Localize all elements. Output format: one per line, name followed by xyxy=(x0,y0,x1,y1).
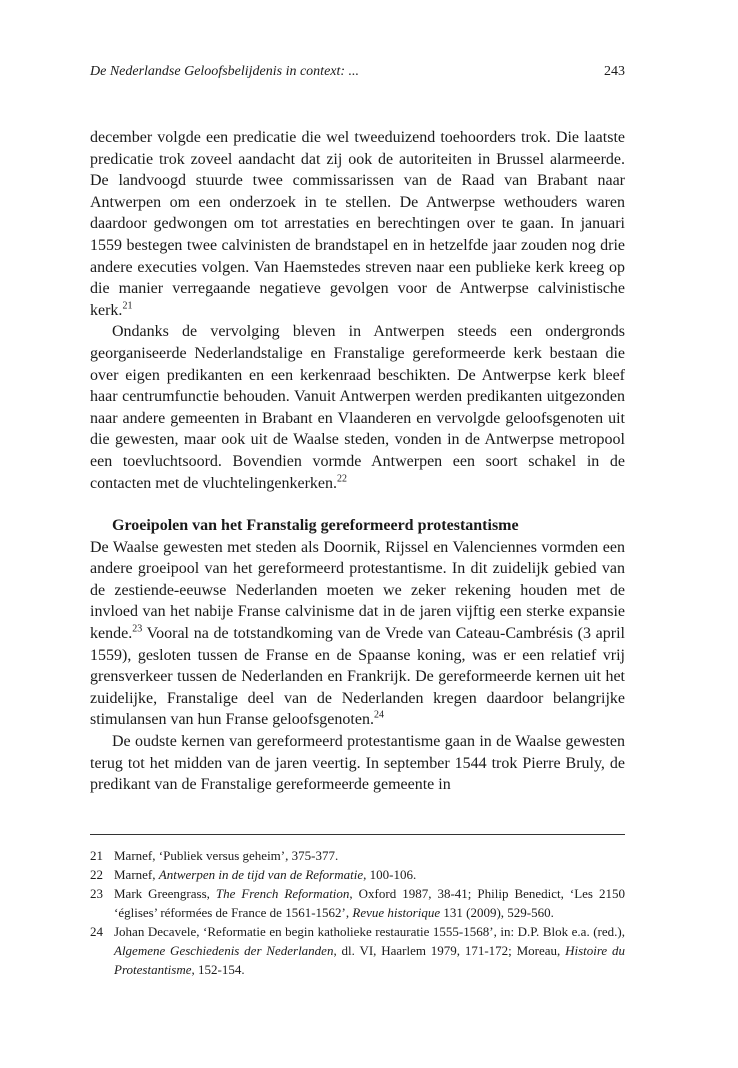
paragraph-3 xyxy=(90,537,625,731)
footnote-number: 24 xyxy=(90,924,103,939)
footnote-ref-24: 24 xyxy=(373,710,384,722)
cited-title: Histoire du Protestantisme xyxy=(114,943,625,977)
paragraph-1 xyxy=(90,127,625,321)
footnote-text: Marnef, Antwerpen in de tijd van de Reformatie, 100-106. xyxy=(114,867,417,882)
footnote-text: Johan Decavele, ‘Reformatie en begin katholieke restauratie 1555-1568’, in: D.P. Blok e.a. (red.), Algemene Geschiedenis der Nederlanden, dl. VI, Haarlem 1979, 171-172; Moreau, Histoire du Protestantisme, 152-154. xyxy=(114,924,625,977)
paragraph-2 xyxy=(90,321,625,494)
body-text xyxy=(90,127,625,796)
footnote-22 xyxy=(90,865,625,884)
footnote-text: Mark Greengrass, The French Reformation, Oxford 1987, 38-41; Philip Benedict, ‘Les 2150 ‘églises’ réformées de France de 1561-1562’, Revue historique 131 (2009), 529-560. xyxy=(114,886,625,920)
footnote-23 xyxy=(90,884,625,922)
running-head xyxy=(90,62,625,82)
footnote-text: Marnef, ‘Publiek versus geheim’, 375-377. xyxy=(114,848,339,863)
paragraph-3-text-a: De Waalse gewesten met steden als Doornik, Rijssel en Valenciennes vormden een andere groeipool van het gereformeerd protestantisme. In dit zuidelijk gebied van de zestiende-eeuwse Nederlanden moeten we zeker rekening houden met de invloed van het nabije Franse calvinisme dat in de jaren vijftig een sterke expansie kende. xyxy=(90,538,625,643)
cited-journal: Revue historique xyxy=(352,905,441,920)
footnote-number: 21 xyxy=(90,848,103,863)
footnote-ref-23: 23 xyxy=(132,623,143,635)
paragraph-4 xyxy=(90,731,625,796)
footnote-number: 22 xyxy=(90,867,103,882)
footnote-ref-22: 22 xyxy=(337,473,348,485)
paragraph-1-text: december volgde een predicatie die wel tweeduizend toehoorders trok. Die laatste predicatie trok zoveel aandacht dat zij ook de autoriteiten in Brussel alarmeerde. De landvoogd stuurde twee commissarissen van de Raad van Brabant naar Antwerpen om een onderzoek in te stellen. De Antwerpse wethouders waren daardoor gedwongen om tot arrestaties en berechtingen over te gaan. In januari 1559 bestegen twee calvinisten de brandstapel en in hetzelfde jaar zouden nog drie andere executies volgen. Van Haemstedes streven naar een publieke kerk kreeg op die manier verregaande negatieve gevolgen voor de Antwerpse calvinistische kerk. xyxy=(90,129,625,319)
running-title: De Nederlandse Geloofsbelijdenis in context: ... xyxy=(90,64,360,79)
paragraph-4-text: De oudste kernen van gereformeerd protestantisme gaan in de Waalse gewesten terug tot het midden van de jaren veertig. In september 1544 trok Pierre Bruly, de predikant van de Franstalige gereformeerde gemeente in xyxy=(90,733,625,794)
cited-title: The French Reformation xyxy=(215,886,350,901)
paragraph-3-text-b: Vooral na de totstandkoming van de Vrede van Cateau-Cambrésis (3 april 1559), gesloten tussen de Franse en de Spaanse koning, was er een relatief vrij grensverkeer tussen de Nederlanden en Frankrijk. De gereformeerde kernen uit het zuidelijke, Franstalige deel van de Nederlanden kregen daardoor belangrijke stimulansen van hun Franse geloofsgenoten. xyxy=(90,625,625,729)
footnote-21 xyxy=(90,846,625,865)
footnote-rule xyxy=(90,834,625,835)
cited-title: Antwerpen in de tijd van de Reformatie xyxy=(158,867,364,882)
footnote-ref-21: 21 xyxy=(122,300,133,312)
page-number: 243 xyxy=(604,64,625,79)
footnotes xyxy=(90,846,625,979)
section-heading: Groeipolen van het Franstalig gereformeerd protestantisme xyxy=(112,517,519,535)
footnote-number: 23 xyxy=(90,886,103,901)
cited-title: Algemene Geschiedenis der Nederlanden xyxy=(114,943,334,958)
footnote-24 xyxy=(90,922,625,979)
paragraph-2-text: Ondanks de vervolging bleven in Antwerpen steeds een ondergronds georganiseerde Nederlandstalige en Franstalige gereformeerde kerk bestaan die over eigen predikanten en een kerkenraad beschikten. De Antwerpse kerk bleef haar centrumfunctie behouden. Vanuit Antwerpen werden predikanten uitgezonden naar andere gemeenten in Brabant en Vlaanderen en vervolgde geloofsgenoten uit die gewesten, maar ook uit de Waalse steden, vonden in de Antwerpse metropool een toevluchtsoord. Bovendien vormde Antwerpen een soort schakel in de contacten met de vluchtelingenkerken. xyxy=(90,323,625,492)
